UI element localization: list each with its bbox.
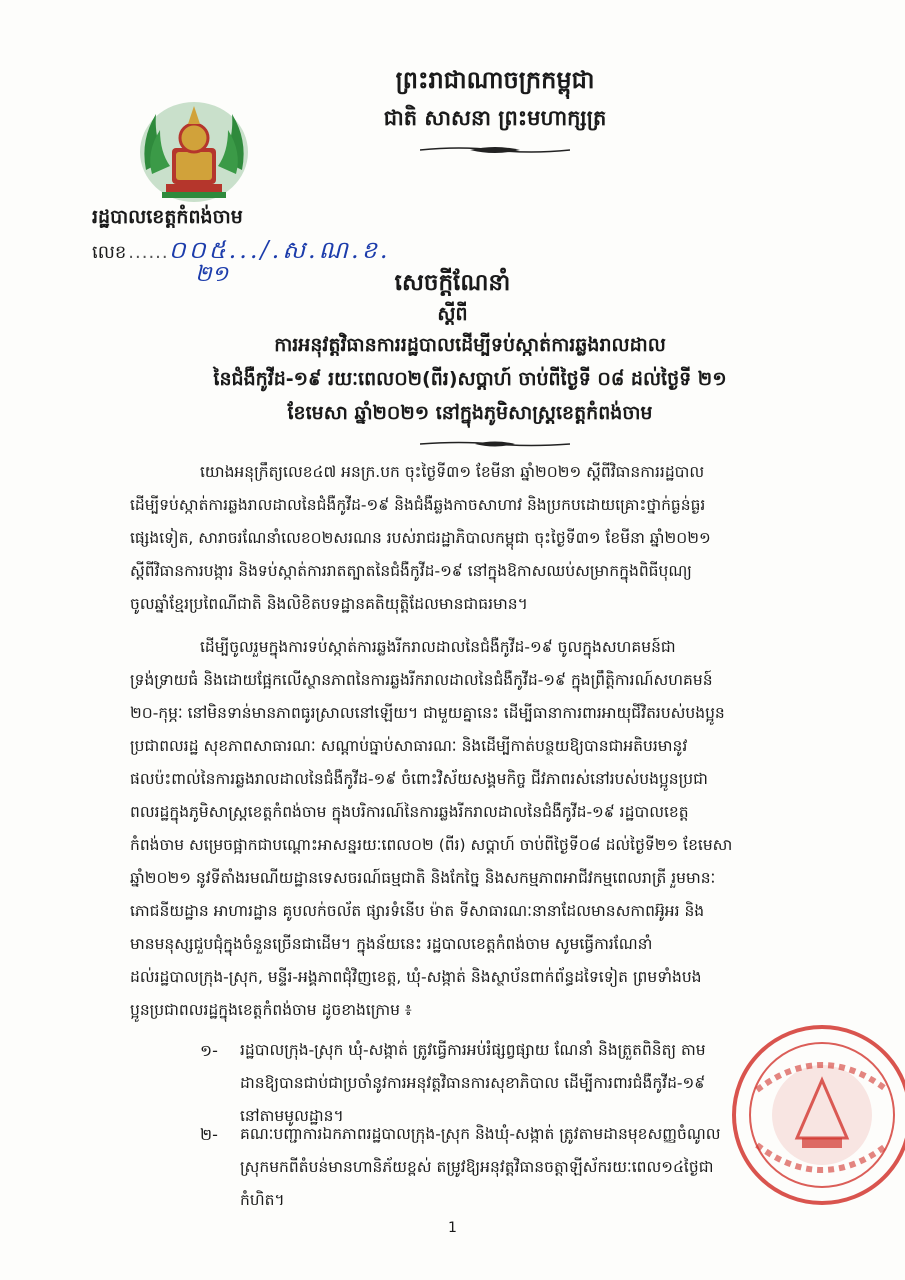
paragraph-line: មានមនុស្សជួបជុំក្នុងចំនួនច្រើនជាដើម។ ក្នុងន័យនេះ រដ្ឋបាលខេត្តកំពង់ចាម សូមធ្វើការណែនាំ — [130, 935, 653, 953]
paragraph-line: ផលប៉ះពាល់នៃការឆ្លងរាលដាលនៃជំងឺកូវីដ-១៩ ចំពោះវិស័យសង្គមកិច្ច ជីវភាពរស់នៅរបស់បងប្អូនប្រជា — [130, 770, 708, 788]
page-number: 1 — [448, 1220, 457, 1236]
paragraph-line: ដល់រដ្ឋបាលក្រុង-ស្រុក, មន្ទីរ-អង្គភាពជុំវិញខេត្ត, ឃុំ-សង្កាត់ និងស្ថាប័នពាក់ព័ន្ធដទៃទៀត ព្រមទាំងបង — [130, 968, 702, 986]
reference-year-handwritten: ២១ — [195, 262, 229, 287]
paragraph-line: ពលរដ្ឋក្នុងភូមិសាស្ត្រខេត្តកំពង់ចាម ក្នុងបរិការណ៍នៃការឆ្លងរីករាលដាលនៃជំងឺកូវីដ-១៩ រដ្ឋបាលខេត្ត — [130, 803, 689, 821]
reference-label: លេខ — [92, 242, 127, 263]
paragraph-line: ប្រជាពលរដ្ឋ សុខភាពសាធារណៈ សណ្តាប់ធ្នាប់សាធារណៈ និងដើម្បីកាត់បន្ថយឱ្យបានជាអតិបរមានូវ — [130, 737, 688, 755]
subject-line: នៃជំងឺកូវីដ-១៩ រយៈពេល០២(ពីរ)សប្តាហ៍ ចាប់ពីថ្ងៃទី ០៨ ដល់ថ្ងៃទី ២១ — [213, 368, 727, 390]
national-motto: ជាតិ សាសនា ព្រះមហាក្សត្រ — [383, 106, 607, 130]
list-item-number: ២- — [200, 1125, 218, 1144]
paragraph-line: ប្អូនប្រជាពលរដ្ឋក្នុងខេត្តកំពង់ចាម ដូចខាងក្រោម ៖ — [130, 1001, 412, 1019]
document-about-label: ស្តីពី — [437, 303, 468, 325]
list-item-line: រដ្ឋបាលក្រុង-ស្រុក ឃុំ-សង្កាត់ ត្រូវធ្វើការអប់រំផ្សព្វផ្សាយ ណែនាំ និងត្រួតពិនិត្យ តាម — [240, 1041, 706, 1059]
provincial-emblem-icon — [136, 100, 252, 204]
document-title: សេចក្តីណែនាំ — [394, 270, 511, 296]
paragraph-line: ឆ្នាំ២០២១ នូវទីតាំងរមណីយដ្ឋានទេសចរណ៍ធម្មជាតិ និងកែច្នៃ និងសកម្មភាពអាជីវកម្មពេលរាត្រី រួមមានៈ — [130, 869, 716, 887]
paragraph-line: ២០-កុម្ភៈ នៅមិនទាន់មានភាពធូរស្រាលនៅឡើយ។ ជាមួយគ្នានេះ ដើម្បីធានាការពារអាយុជីវិតរបស់បងប្អូន — [130, 704, 725, 722]
divider-ornament — [420, 438, 570, 450]
paragraph-line: ដើម្បីចូលរួមក្នុងការទប់ស្កាត់ការឆ្លងរីករាលដាលនៃជំងឺកូវីដ-១៩ ចូលក្នុងសហគមន៍ជា — [200, 638, 676, 656]
paragraph-line: ស្តីពីវិធានការបង្ការ និងទប់ស្កាត់ការរាតត្បាតនៃជំងឺកូវីដ-១៩ នៅក្នុងឱកាសឈប់សម្រាកក្នុងពិធីបុណ្យ — [130, 562, 692, 580]
reference-dots: ...... — [128, 242, 169, 263]
list-item-line: នៅតាមមូលដ្ឋាន។ — [240, 1107, 344, 1125]
subject-line: ខែមេសា ឆ្នាំ២០២១ នៅក្នុងភូមិសាស្ត្រខេត្តកំពង់ចាម — [287, 402, 653, 424]
subject-line: ការអនុវត្តវិធានការរដ្ឋបាលដើម្បីទប់ស្កាត់ការឆ្លងរាលដាល — [274, 334, 666, 356]
list-item-line: គណៈបញ្ជាការឯកភាពរដ្ឋបាលក្រុង-ស្រុក និងឃុំ-សង្កាត់ ត្រូវតាមដានមុខសញ្ញចំណូល — [240, 1125, 721, 1143]
kingdom-heading: ព្រះរាជាណាចក្រកម្ពុជា — [395, 66, 595, 94]
paragraph-line: ភោជនីយដ្ឋាន អាហារដ្ឋាន គូបលក់ចល័ត ផ្សារទំនើប ម៉ាត ទីសាធារណៈនានាដែលមានសកាពអ៊ូអរ និង — [130, 902, 705, 920]
issuing-authority: រដ្ឋបាលខេត្តកំពង់ចាម — [92, 206, 243, 228]
list-item-line: ស្រុកមកពីតំបន់មានហានិភ័យខ្ពស់ តម្រូវឱ្យអនុវត្តវិធានចត្តាឡីស័ករយៈពេល១៤ថ្ងៃជា — [240, 1158, 714, 1176]
reference-number — [92, 238, 390, 262]
list-item-line: កំហិត។ — [240, 1191, 285, 1209]
reference-handwritten: ០០៥.../.ស.ណ.ខ. — [168, 236, 391, 264]
paragraph-line: កំពង់ចាម សម្រេចផ្អាកជាបណ្តោះអាសន្នរយៈពេល០២ (ពីរ) សប្តាហ៍ ចាប់ពីថ្ងៃទី០៨ ដល់ថ្ងៃទី២១ ខែមេសា — [130, 836, 733, 854]
paragraph-line: ទ្រង់ទ្រាយធំ និងដោយផ្អែកលើស្ថានភាពនៃការឆ្លងរីករាលដាលនៃជំងឺកូវីដ-១៩ ក្នុងព្រឹត្តិការណ៍សហគមន៍ — [130, 671, 713, 689]
paragraph-line: ចូលឆ្នាំខ្មែរប្រពៃណីជាតិ និងលិខិតបទដ្ឋានគតិយុត្តិដែលមានជាធរមាន។ — [130, 595, 528, 613]
paragraph-line: ដើម្បីទប់ស្កាត់ការឆ្លងរាលដាលនៃជំងឺកូវីដ-១៩ និងជំងឺឆ្លងកាចសាហាវ និងប្រកបដោយគ្រោះថ្នាក់ធ្ងន់ធ្ងរ — [130, 496, 706, 514]
paragraph-line: ផ្សេងទៀត, សារាចរណែនាំលេខ០២សរណន របស់រាជរដ្ឋាភិបាលកម្ពុជា ចុះថ្ងៃទី៣១ ខែមីនា ឆ្នាំ២០២១ — [130, 529, 711, 547]
list-item-number: ១- — [200, 1041, 218, 1060]
paragraph-line: យោងអនុក្រឹត្យលេខ៤៧ អនក្រ.បក ចុះថ្ងៃទី៣១ ខែមីនា ឆ្នាំ២០២១ ស្តីពីវិធានការរដ្ឋបាល — [200, 463, 705, 481]
list-item-line: ដានឱ្យបានជាប់ជាប្រចាំនូវការអនុវត្តវិធានការសុខាភិបាល ដើម្បីការពារជំងឺកូវីដ-១៩ — [240, 1074, 706, 1092]
official-seal-icon — [727, 1020, 905, 1210]
divider-ornament — [420, 143, 570, 157]
